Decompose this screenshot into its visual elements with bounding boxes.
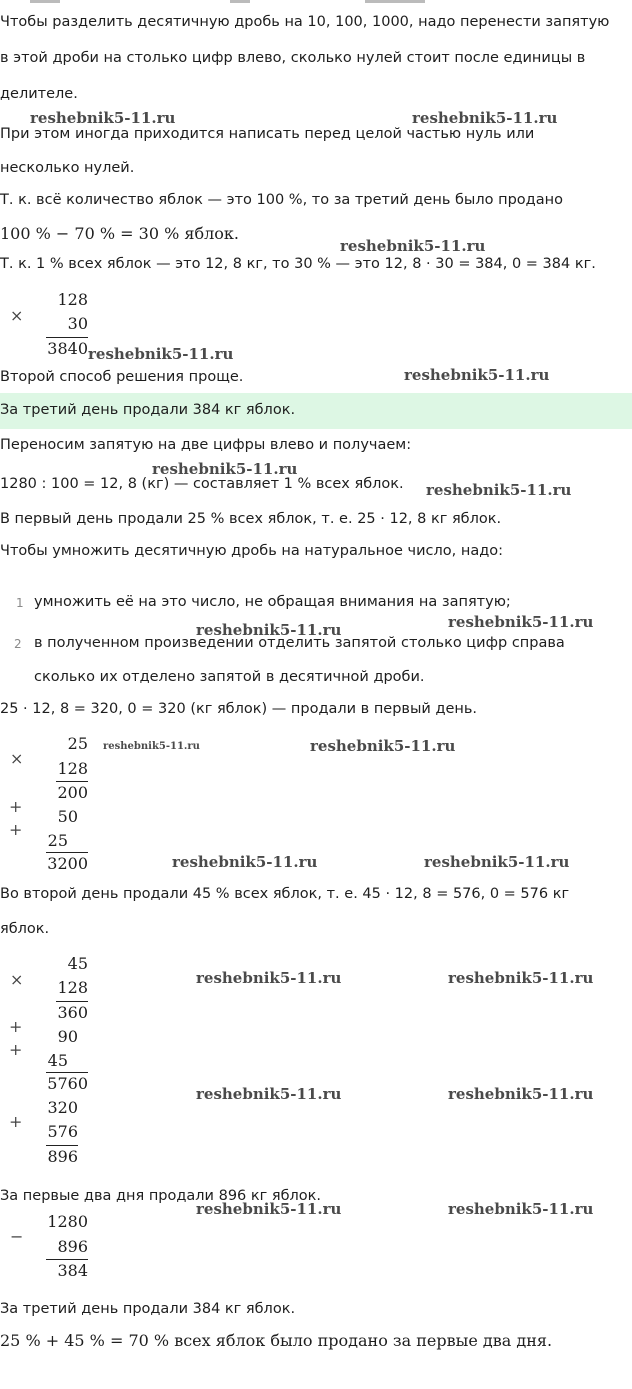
multiply-sign: ×	[10, 306, 24, 325]
list-item-text: умножить её на это число, не обращая внимания на запятую;	[34, 594, 511, 610]
paragraph-third-day-calc: Т. к. 1 % всех яблок — это 12, 8 кг, то 30 % — это 12, 8 · 30 = 384, 0 = 384 кг.	[0, 256, 596, 272]
multiply-sign: ×	[10, 749, 24, 768]
watermark: reshebnik5-11.ru	[448, 1085, 594, 1103]
calc-operand: 128	[57, 759, 88, 778]
calc-partial: 45	[47, 1051, 68, 1070]
calc-line	[46, 1259, 88, 1260]
paragraph-two-days: За первые два дня продали 896 кг яблок.	[0, 1188, 322, 1204]
watermark: reshebnik5-11.ru	[196, 1085, 342, 1103]
calc-result: 896	[47, 1147, 78, 1166]
calc-result: 3200	[47, 854, 88, 873]
calc-partial: 50	[57, 807, 78, 826]
calc-operand: 30	[67, 314, 88, 333]
paragraph-one-percent: 1280 : 100 = 12, 8 (кг) — составляет 1 % всех яблок.	[0, 476, 404, 492]
plus-sign: +	[9, 820, 23, 839]
watermark: reshebnik5-11.ru	[412, 109, 558, 127]
calc-addend: 576	[47, 1122, 78, 1141]
calc-partial: 25	[47, 831, 68, 850]
calc-line	[46, 1072, 88, 1073]
plus-sign: +	[9, 797, 23, 816]
calc-line	[46, 1145, 78, 1146]
calc-partial: 360	[57, 1003, 88, 1022]
calc-operand: 25	[67, 734, 88, 753]
paragraph-rule-division-line2: в этой дроби на столько цифр влево, сколько нулей стоит после единицы в	[0, 50, 586, 66]
list-item-number: 1	[16, 596, 24, 610]
paragraph-multiply-rule: Чтобы умножить десятичную дробь на натуральное число, надо:	[0, 543, 503, 559]
paragraph-move-comma: Переносим запятую на две цифры влево и получаем:	[0, 437, 412, 453]
watermark: reshebnik5-11.ru	[340, 237, 486, 255]
calc-result: 384	[57, 1261, 88, 1280]
calc-partial: 200	[57, 783, 88, 802]
paragraph-rule-division-line3: делителе.	[0, 86, 78, 102]
watermark: reshebnik5-11.ru	[172, 853, 318, 871]
watermark: reshebnik5-11.ru	[196, 1200, 342, 1218]
paragraph-zeros-note: При этом иногда приходится написать перед целой частью нуль или	[0, 126, 535, 142]
watermark: reshebnik5-11.ru	[426, 481, 572, 499]
calc-line	[56, 1001, 88, 1002]
watermark: reshebnik5-11.ru	[448, 969, 594, 987]
multiply-sign: ×	[10, 970, 24, 989]
watermark: reshebnik5-11.ru	[30, 109, 176, 127]
watermark: reshebnik5-11.ru	[310, 737, 456, 755]
plus-sign: +	[9, 1040, 23, 1059]
watermark: reshebnik5-11.ru	[196, 969, 342, 987]
top-artifact	[30, 0, 60, 3]
paragraph-rule-division: Чтобы разделить десятичную дробь на 10, 100, 1000, надо перенести запятую	[0, 14, 610, 30]
top-artifact	[230, 0, 250, 3]
plus-sign: +	[9, 1017, 23, 1036]
watermark: reshebnik5-11.ru	[103, 741, 200, 752]
paragraph-second-day: Во второй день продали 45 % всех яблок, т. е. 45 · 12, 8 = 576, 0 = 576 кг	[0, 886, 570, 902]
calc-operand: 128	[57, 978, 88, 997]
watermark: reshebnik5-11.ru	[88, 345, 234, 363]
list-item-text: в полученном произведении отделить запятой столько цифр справа	[34, 635, 565, 651]
paragraph-two-days-percent: 25 % + 45 % = 70 % всех яблок было продано за первые два дня.	[0, 1331, 553, 1350]
watermark: reshebnik5-11.ru	[448, 1200, 594, 1218]
calc-operand: 128	[57, 290, 88, 309]
watermark: reshebnik5-11.ru	[196, 621, 342, 639]
calc-result: 5760	[47, 1074, 88, 1093]
top-artifact	[365, 0, 425, 3]
answer-highlight-text: За третий день продали 384 кг яблок.	[0, 402, 296, 418]
calc-line	[56, 781, 88, 782]
watermark: reshebnik5-11.ru	[404, 366, 550, 384]
watermark: reshebnik5-11.ru	[448, 613, 594, 631]
paragraph-percent-equation: 100 % − 70 % = 30 % яблок.	[0, 224, 239, 243]
list-item-text-line2: сколько их отделено запятой в десятичной дроби.	[34, 669, 425, 685]
calc-partial: 90	[57, 1027, 78, 1046]
calc-line	[46, 337, 88, 338]
paragraph-zeros-note-line2: несколько нулей.	[0, 160, 135, 176]
calc-result: 3840	[47, 339, 88, 358]
watermark: reshebnik5-11.ru	[152, 460, 298, 478]
minus-sign: −	[10, 1227, 24, 1246]
paragraph-first-day: В первый день продали 25 % всех яблок, т. е. 25 · 12, 8 кг яблок.	[0, 511, 502, 527]
watermark: reshebnik5-11.ru	[424, 853, 570, 871]
paragraph-second-day-line2: яблок.	[0, 921, 50, 937]
list-item-number: 2	[14, 637, 22, 651]
plus-sign: +	[9, 1112, 23, 1131]
calc-line	[46, 852, 88, 853]
paragraph-first-day-result: 25 · 12, 8 = 320, 0 = 320 (кг яблок) — продали в первый день.	[0, 701, 478, 717]
paragraph-percent-total: Т. к. всё количество яблок — это 100 %, то за третий день было продано	[0, 192, 563, 208]
calc-operand: 1280	[47, 1212, 88, 1231]
calc-operand: 896	[57, 1237, 88, 1256]
calc-addend: 320	[47, 1098, 78, 1117]
paragraph-second-method: Второй способ решения проще.	[0, 369, 244, 385]
calc-operand: 45	[67, 954, 88, 973]
paragraph-third-day-answer: За третий день продали 384 кг яблок.	[0, 1301, 296, 1317]
